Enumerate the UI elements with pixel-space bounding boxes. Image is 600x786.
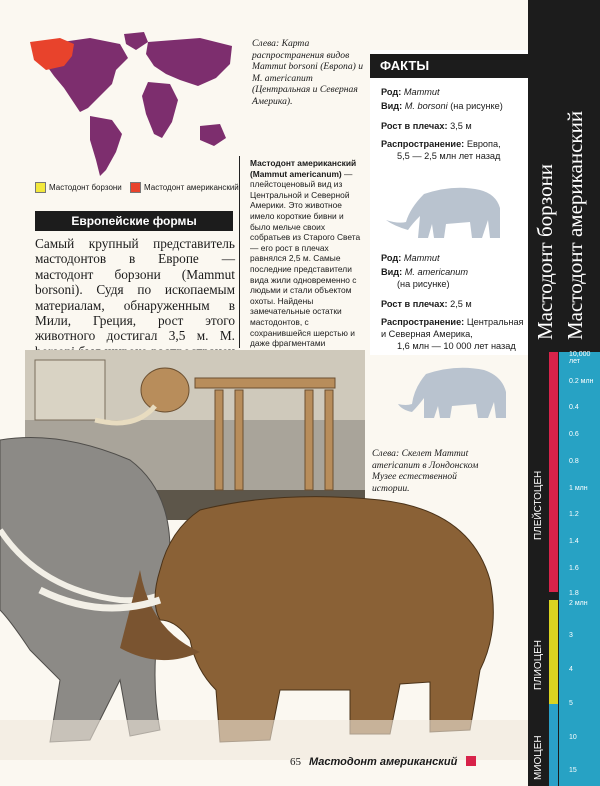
- tick-label: 1.6: [569, 565, 579, 572]
- americanum-silhouette-icon: [396, 360, 516, 422]
- legend-swatch-red: [130, 182, 141, 193]
- legend-americanum: [130, 182, 239, 193]
- tick-label: 0.6: [569, 431, 579, 438]
- fact-species-1: Вид: M. borsoni (на рисунке): [381, 101, 503, 111]
- americanum-heading: Мастодонт американский (Mammut americanum): [250, 158, 357, 179]
- section-title: Европейские формы: [35, 211, 233, 231]
- timescale-band-pleistocene: [549, 352, 558, 592]
- period-pliocene: ПЛИОЦЕН: [533, 639, 544, 690]
- americanum-description: [250, 158, 362, 370]
- legend-swatch-yellow: [35, 182, 46, 193]
- map-eurasia: [146, 38, 232, 86]
- fact-genus-1: Род: Mammut: [381, 87, 440, 97]
- tick-label: 0.4: [569, 404, 579, 411]
- legend-label: Мастодонт американский: [144, 183, 239, 192]
- footer-title: Мастодонт американский: [309, 756, 458, 768]
- tick-label: 10: [569, 734, 577, 741]
- fact-height-1: Рост в плечах: 3,5 м: [381, 121, 472, 131]
- borsoni-silhouette-icon: [384, 180, 514, 242]
- legend-borsoni: [35, 182, 122, 193]
- brown-mastodon: [155, 497, 493, 742]
- skeleton-caption-text: Скелет Mammut americanum в Лондонском Музее естественной истории.: [372, 448, 479, 494]
- body-text: Самый крупный представитель мастодонтов в Европе — мастодонт борзони (Mammut borsoni). Судя по ископаемым материалам, обнаруженным в Мили, Греция, рост этого животного достигал 3,5 м. M.: [35, 236, 235, 344]
- legend-label: Мастодонт борзони: [49, 183, 122, 192]
- map-africa: [142, 82, 178, 138]
- map-caption-label: Слева:: [252, 38, 280, 49]
- tick-label: 3: [569, 632, 573, 639]
- map-greenland: [124, 32, 148, 50]
- column-divider: [239, 156, 240, 348]
- period-miocene: МИОЦЕН: [533, 735, 544, 780]
- fact-range-1: Распространение: Европа, 5,5 — 2,5 млн лет назад: [381, 139, 501, 161]
- mastodon-illustration: [0, 420, 528, 760]
- timescale-ticks-area: [559, 352, 600, 786]
- map-caption-text: Карта распространения видов Mammut borsoni (Европа) и M. americanum (Центральная и Северная Америка).: [252, 38, 364, 107]
- skeleton-caption-label: Слева:: [372, 448, 400, 459]
- footer-marker-icon: [466, 756, 476, 766]
- tick-label: 1.2: [569, 511, 579, 518]
- tick-label: 0.2 млн: [569, 378, 594, 385]
- tick-label: 4: [569, 666, 573, 673]
- distribution-map: [20, 30, 235, 178]
- fact-species-2: Вид: M. americanum (на рисунке): [381, 267, 469, 289]
- side-title-line-2: Мастодонт американский: [563, 110, 587, 340]
- side-title-line-1: Мастодонт борзони: [533, 163, 557, 340]
- fact-height-2: Рост в плечах: 2,5 м: [381, 299, 472, 309]
- page-number: 65: [290, 756, 301, 768]
- timescale-band-miocene: [549, 704, 558, 786]
- tick-label: 2 млн: [569, 600, 588, 607]
- fact-genus-2: Род: Mammut: [381, 253, 440, 263]
- map-caption: [252, 38, 364, 108]
- map-australia: [200, 124, 226, 146]
- facts-title: ФАКТЫ: [370, 54, 528, 78]
- tick-label: 0.8: [569, 458, 579, 465]
- tick-label: 15: [569, 767, 577, 774]
- timescale-band-pliocene: [549, 600, 558, 704]
- americanum-text: — плейстоценовый вид из Центральной и Северной Америки. Это животное имело короткие бивни и было мельче своих собратьев из Старого Света — его рост в плечах равнялся 2,5 м. Самые последние представители вида жили одновременно с людьми и стали объектом охоты. Найдены замечательные остатки мастодонтов, с сохранившейся шерстью и даже фрагментами: [250, 168, 361, 349]
- page-footer: [290, 756, 476, 768]
- map-south-america: [90, 116, 122, 176]
- tick-label: 1.8: [569, 590, 579, 597]
- fact-range-2: Распространение: Центральная и Северная Америка, 1,6 млн — 10 000 лет назад: [381, 317, 524, 351]
- tick-label: 10,000 лет: [569, 351, 591, 365]
- period-pleistocene: ПЛЕЙСТОЦЕН: [533, 470, 544, 540]
- tick-label: 1 млн: [569, 485, 588, 492]
- side-title: [533, 10, 595, 340]
- tick-label: 5: [569, 700, 573, 707]
- tick-label: 1.4: [569, 538, 579, 545]
